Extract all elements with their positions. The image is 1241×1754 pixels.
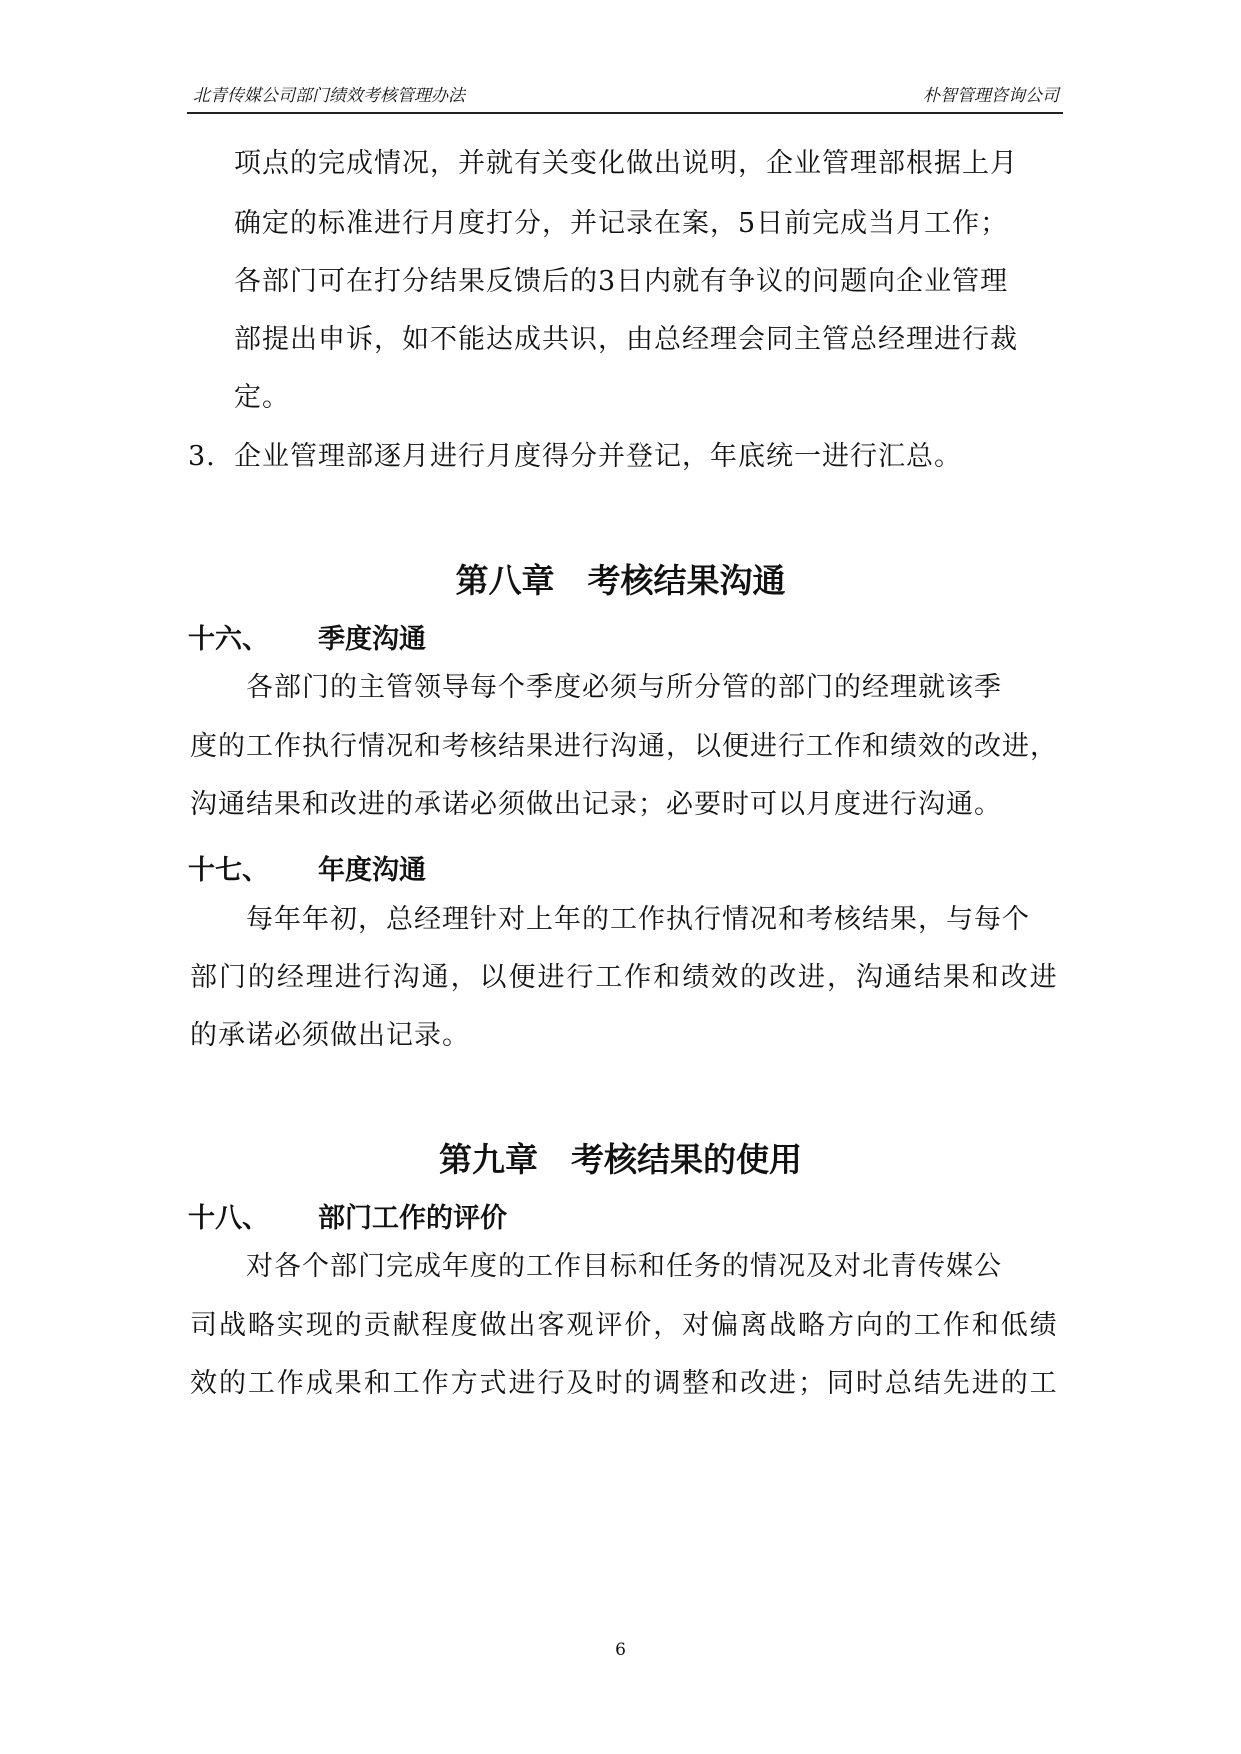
- section-17-heading: [188, 848, 426, 887]
- paragraph-line: 部提出申诉，如不能达成共识，由总经理会同主管总经理进行裁: [234, 324, 1018, 355]
- list-item-number: 3.: [188, 441, 216, 472]
- section-16-heading: [188, 617, 426, 656]
- section-title: 季度沟通: [318, 624, 426, 655]
- paragraph-line: 司 战 略 实 现 的 贡 献 程 度 做 出 客 观 评 价 ， 对 偏 离 战 略 方 向 的 工 作 和 低 绩: [190, 1310, 1058, 1341]
- section-title: 部门工作的评价: [318, 1203, 507, 1234]
- paragraph-line: 每年年初，总经理针对上年的工作执行情况和考核结果，与每个: [246, 904, 1030, 935]
- paragraph-line: 对各个部门完成年度的工作目标和任务的情况及对北青传媒公: [246, 1251, 1002, 1282]
- paragraph-line: 部 门 的 经 理 进 行 沟 通 ， 以 便 进 行 工 作 和 绩 效 的 改 进 ， 沟 通 结 果 和 改 进: [190, 962, 1058, 993]
- chapter-8-title: 第八章 考核结果沟通: [455, 561, 786, 600]
- paragraph-line: 各部门的主管领导每个季度必须与所分管的部门的经理就该季: [246, 672, 1002, 703]
- section-number: 十六、: [188, 624, 269, 655]
- section-number: 十七、: [188, 855, 269, 886]
- chapter-9-title: 第九章 考核结果的使用: [439, 1140, 802, 1179]
- list-item-text: 企业管理部逐月进行月度得分并登记，年底统一进行汇总。: [234, 441, 962, 472]
- paragraph-line: 沟通结果和改进的承诺必须做出记录；必要时可以月度进行沟通。: [190, 789, 1002, 820]
- paragraph-line: 各部门可在打分结果反馈后的3日内就有争议的问题向企业管理: [234, 266, 1009, 297]
- paragraph-line: 定。: [234, 382, 290, 413]
- header-company-name: 朴智管理咨询公司: [923, 86, 1059, 106]
- paragraph-line: 项点的完成情况，并就有关变化做出说明，企业管理部根据上月: [234, 148, 1018, 179]
- paragraph-line: 效 的 工 作 成 果 和 工 作 方 式 进 行 及 时 的 调 整 和 改 进 ； 同 时 总 结 先 进 的 工: [190, 1368, 1058, 1399]
- paragraph-line: 的承诺必须做出记录。: [190, 1020, 470, 1051]
- paragraph-line: 度 的 工 作 执 行 情 况 和 考 核 结 果 进 行 沟 通 ， 以 便 进 行 工 作 和 绩 效 的 改 进 ，: [190, 731, 1058, 762]
- list-item-3: [188, 443, 962, 470]
- paragraph-line: 确定的标准进行月度打分，并记录在案，5日前完成当月工作；: [234, 208, 1009, 239]
- section-18-heading: [188, 1196, 507, 1235]
- section-title: 年度沟通: [318, 855, 426, 886]
- page-number: 6: [615, 1640, 626, 1660]
- header-document-title: 北青传媒公司部门绩效考核管理办法: [193, 86, 465, 106]
- section-number: 十八、: [188, 1203, 269, 1234]
- page-header: [187, 82, 1063, 114]
